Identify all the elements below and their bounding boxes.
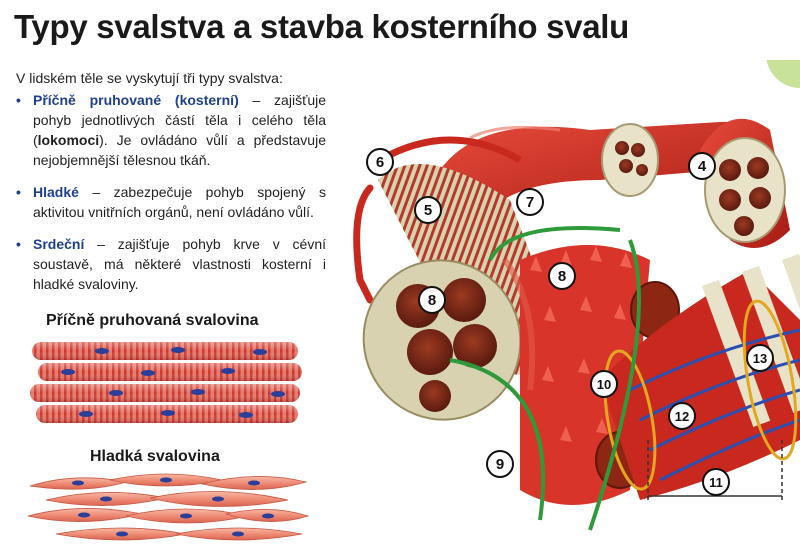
striated-sample-title: Příčně pruhovaná svalovina [46, 312, 259, 329]
svg-text:8: 8 [557, 268, 567, 285]
svg-text:9: 9 [495, 456, 505, 473]
smooth-sample-title: Hladká svalovina [90, 448, 220, 465]
callout-10 [591, 371, 617, 397]
svg-text:5: 5 [423, 202, 433, 219]
callout-4 [689, 153, 715, 179]
fascicle-bundle-right [697, 119, 790, 248]
term-locomotion: lokomoci [37, 132, 100, 148]
callout-13 [747, 345, 773, 371]
striated-fiber [38, 363, 302, 381]
cardiac-description: – zajišťuje pohyb krve v cévní soustavě, má některé vlastnosti kosterní i hladké svaloviny. [33, 236, 326, 292]
svg-text:10: 10 [596, 377, 612, 392]
svg-text:11: 11 [709, 475, 723, 490]
smooth-muscle-cells [28, 474, 308, 540]
svg-text:6: 6 [375, 154, 385, 171]
callout-9 [487, 451, 513, 477]
list-item-cardiac [16, 234, 326, 294]
striated-fiber [30, 384, 300, 402]
callout-7 [517, 189, 543, 215]
intro-text: V lidském těle se vyskytují tři typy svalstva: [16, 70, 283, 86]
page-title: Typy svalstva a stavba kosterního svalu [14, 8, 629, 45]
svg-text:12: 12 [674, 409, 690, 424]
striated-muscle-illustration [28, 336, 308, 430]
callout-8-fiber [549, 263, 575, 289]
muscle-types-list [16, 90, 326, 306]
term-cardiac: Srdeční [33, 236, 85, 252]
bullet-icon: • [16, 236, 21, 252]
skeletal-muscle-structure-illustration [330, 60, 800, 544]
callout-8-fascicle [419, 287, 445, 313]
svg-text:8: 8 [427, 292, 437, 309]
corner-decoration [766, 60, 800, 88]
callout-11 [703, 469, 729, 495]
callout-5 [415, 197, 441, 223]
bullet-icon: • [16, 92, 21, 108]
smooth-muscle-illustration [26, 470, 310, 544]
smooth-description: – zabezpečuje pohyb spojený s aktivitou vnitřních orgánů, není ovládáno vůlí. [33, 184, 326, 220]
svg-text:4: 4 [697, 158, 707, 175]
term-skeletal: kosterní [179, 92, 235, 108]
callout-6 [367, 149, 393, 175]
striated-fiber [36, 405, 298, 423]
fascicle-bundle-upper [602, 124, 658, 196]
svg-text:7: 7 [525, 194, 535, 211]
term-striated: Příčně pruhované [33, 92, 162, 108]
list-item-striated: • Příčně pruhované (kosterní) – zajišťuje pohyb jednotlivých částí těla i celého těla (lokomoci). Je ovládáno vůlí a představuje nejobjemnější tělesnou tkáň. [16, 92, 326, 168]
striated-fiber [32, 342, 298, 360]
callout-12 [669, 403, 695, 429]
list-item-smooth [16, 182, 326, 222]
blood-vessel [357, 188, 370, 300]
striated-description-1: – zajišťuje pohyb jednotlivých částí těla i celého těla ( [33, 92, 326, 148]
striated-description-2: ). Je ovládáno vůlí a představuje nejobjemnější tělesnou tkáň. [33, 132, 326, 168]
term-smooth: Hladké [33, 184, 79, 200]
svg-text:13: 13 [752, 351, 768, 366]
bullet-icon: • [16, 184, 21, 200]
